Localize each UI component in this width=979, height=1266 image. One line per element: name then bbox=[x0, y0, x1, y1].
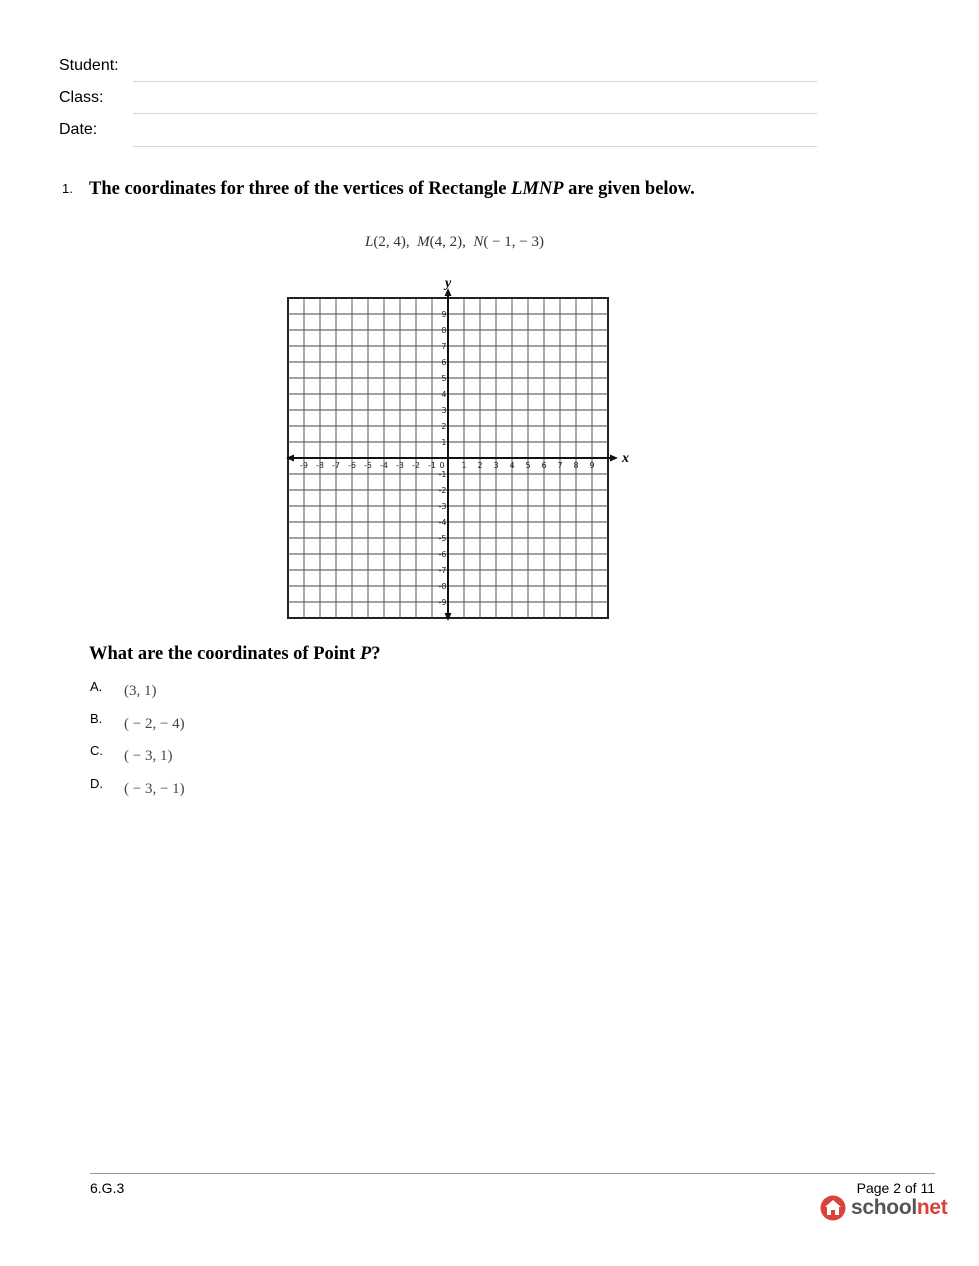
y-tick-label: -8 bbox=[438, 582, 447, 591]
option-d-letter[interactable]: D. bbox=[90, 776, 103, 791]
y-tick-label: -6 bbox=[438, 550, 447, 559]
vertex-l-name: L bbox=[364, 234, 374, 250]
x-tick-label: -7 bbox=[332, 461, 340, 470]
y-tick-label: 5 bbox=[441, 374, 447, 383]
x-tick-label: 8 bbox=[573, 461, 579, 470]
coordinate-plane-svg bbox=[280, 276, 629, 623]
question-text-before: The coordinates for three of the vertices of Rectangle bbox=[89, 179, 512, 199]
y-tick-label: 2 bbox=[441, 422, 447, 431]
x-tick-label: -2 bbox=[412, 461, 420, 470]
x-tick-label: 9 bbox=[589, 461, 595, 470]
footer-divider bbox=[90, 1173, 935, 1174]
option-b-value[interactable]: ( − 2, − 4) bbox=[124, 716, 185, 732]
vertex-m-coords: (4, 2), bbox=[429, 234, 466, 250]
y-tick-label: -9 bbox=[438, 598, 447, 607]
y-tick-label: 1 bbox=[441, 438, 447, 447]
prompt-after: ? bbox=[371, 644, 381, 664]
y-axis-label: y bbox=[445, 276, 452, 291]
logo-text-net: net bbox=[916, 1196, 948, 1219]
x-tick-label: -6 bbox=[348, 461, 356, 470]
x-tick-label: 6 bbox=[541, 461, 547, 470]
x-tick-label: -1 bbox=[428, 461, 436, 470]
y-tick-label: 9 bbox=[441, 310, 447, 319]
y-tick-label: -7 bbox=[438, 566, 447, 575]
prompt-before: What are the coordinates of Point bbox=[89, 644, 360, 664]
option-c-value[interactable]: ( − 3, 1) bbox=[124, 748, 173, 764]
y-tick-label: 3 bbox=[441, 406, 447, 415]
vertex-l-coords: (2, 4), bbox=[373, 234, 410, 250]
x-tick-label: -9 bbox=[300, 461, 308, 470]
date-field-line[interactable] bbox=[133, 146, 817, 147]
house-icon bbox=[820, 1195, 846, 1221]
x-tick-label: -4 bbox=[380, 461, 388, 470]
x-tick-label: 0 bbox=[439, 461, 445, 470]
y-tick-label: -3 bbox=[438, 502, 447, 511]
y-tick-label: -1 bbox=[438, 470, 447, 479]
y-tick-label: 4 bbox=[441, 390, 447, 399]
y-tick-label: 6 bbox=[441, 358, 447, 367]
coordinate-grid bbox=[280, 276, 629, 628]
footer-standard: 6.G.3 bbox=[90, 1180, 125, 1196]
x-tick-label: -8 bbox=[316, 461, 324, 470]
class-field-line[interactable] bbox=[133, 113, 817, 114]
x-tick-label: 7 bbox=[557, 461, 563, 470]
x-tick-label: 3 bbox=[493, 461, 499, 470]
x-tick-label: 4 bbox=[509, 461, 515, 470]
vertex-m-name: M bbox=[417, 234, 430, 250]
student-field-line[interactable] bbox=[133, 81, 817, 82]
y-tick-label: -4 bbox=[438, 518, 447, 527]
x-tick-label: 2 bbox=[477, 461, 483, 470]
vertex-n-coords: ( − 1, − 3) bbox=[483, 234, 545, 250]
y-tick-label: -5 bbox=[438, 534, 447, 543]
option-a-letter[interactable]: A. bbox=[90, 679, 103, 694]
vertex-n-name: N bbox=[473, 234, 484, 250]
x-axis-label: x bbox=[622, 451, 629, 466]
question-text bbox=[89, 179, 695, 200]
question-rectangle-name: LMNP bbox=[511, 179, 564, 199]
x-axis-arrow-right bbox=[610, 455, 618, 462]
question-text-after: are given below. bbox=[563, 179, 695, 199]
student-label: Student: bbox=[59, 57, 119, 74]
schoolnet-logo bbox=[820, 1195, 948, 1221]
footer-page-number: Page 2 of 11 bbox=[856, 1180, 935, 1196]
x-tick-label: 1 bbox=[461, 461, 467, 470]
option-c-letter[interactable]: C. bbox=[90, 743, 103, 758]
question-number: 1. bbox=[62, 181, 73, 196]
x-tick-label: -3 bbox=[396, 461, 404, 470]
prompt-point-name: P bbox=[359, 644, 372, 664]
option-a-value[interactable]: (3, 1) bbox=[124, 683, 157, 699]
option-b-letter[interactable]: B. bbox=[90, 711, 103, 726]
prompt-text bbox=[89, 644, 381, 665]
y-tick-label: -2 bbox=[438, 486, 447, 495]
x-tick-label: -5 bbox=[364, 461, 372, 470]
class-label: Class: bbox=[59, 89, 104, 106]
logo-text-school: school bbox=[851, 1196, 917, 1219]
option-d-value[interactable]: ( − 3, − 1) bbox=[124, 781, 185, 797]
given-vertices bbox=[0, 234, 909, 251]
x-tick-label: 5 bbox=[525, 461, 531, 470]
y-tick-label: 7 bbox=[441, 342, 447, 351]
y-tick-label: 8 bbox=[441, 326, 447, 335]
date-label: Date: bbox=[59, 121, 98, 138]
